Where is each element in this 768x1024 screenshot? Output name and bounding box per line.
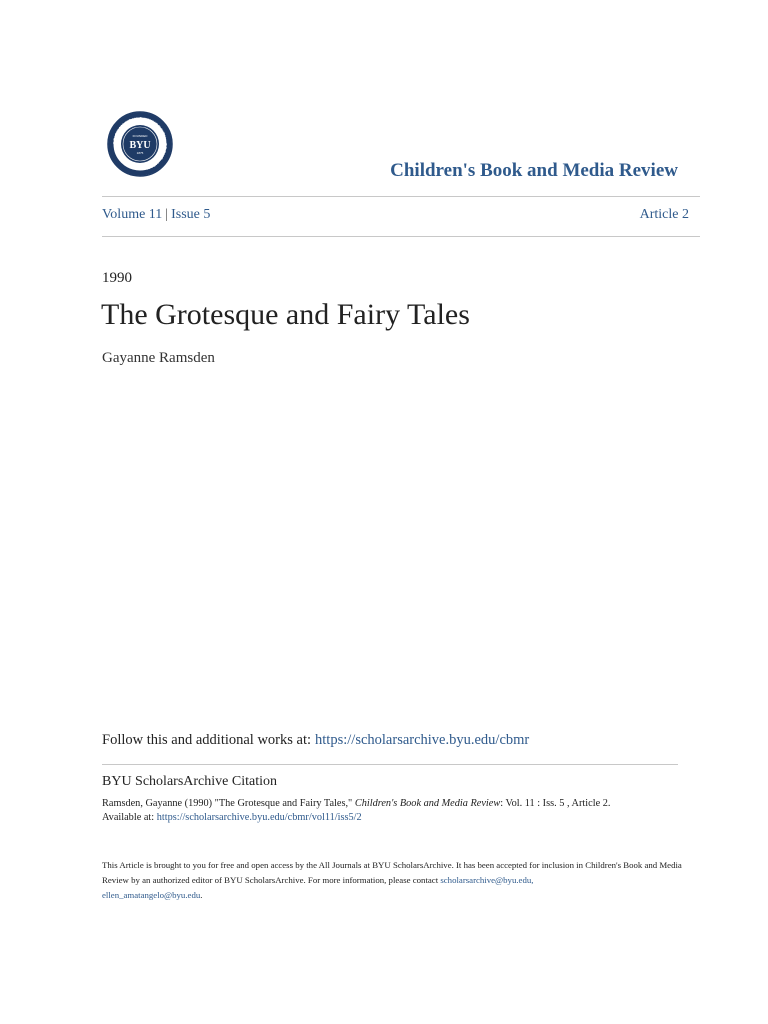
availability-text: This Article is brought to you for free and open access by the All Journals at BYU ScholarsArchive. It has been accepted for inclusion in Children's Book and Media Review by an authorized editor of BYU ScholarsArchive. For more information, please contact — [102, 860, 682, 885]
citation-prefix: Ramsden, Gayanne (1990) "The Grotesque and Fairy Tales," — [102, 798, 355, 809]
volume-issue-line — [102, 207, 210, 223]
article-link[interactable]: Article 2 — [639, 207, 689, 222]
seal-year-text: 1875 — [136, 151, 144, 155]
contact-email-link-1[interactable]: scholarsarchive@byu.edu, — [440, 875, 534, 885]
article-title: The Grotesque and Fairy Tales — [101, 298, 470, 331]
citation-divider — [102, 764, 678, 765]
available-label: Available at: — [102, 812, 157, 823]
volume-link[interactable]: Volume 11 — [102, 207, 163, 222]
volume-issue-separator: | — [165, 207, 169, 222]
citation-suffix: : Vol. 11 : Iss. 5 , Article 2. — [500, 798, 611, 809]
issue-link[interactable]: Issue 5 — [171, 207, 211, 222]
header-divider-top — [102, 196, 700, 197]
follow-url-link[interactable]: https://scholarsarchive.byu.edu/cbmr — [315, 732, 530, 748]
follow-line — [102, 732, 529, 749]
seal-ring-text: BRIGHAM YOUNG UNIVERSITY · PROVO, UTAH · — [111, 115, 169, 172]
publication-year: 1990 — [102, 270, 132, 286]
byu-seal-graphic — [107, 111, 173, 177]
availability-end: . — [200, 890, 203, 900]
seal-founded-text: FOUNDED — [132, 134, 148, 138]
seal-center-text: BYU — [129, 140, 151, 151]
availability-statement — [102, 858, 682, 903]
author-name: Gayanne Ramsden — [102, 350, 215, 366]
available-url-link[interactable]: https://scholarsarchive.byu.edu/cbmr/vol11/iss5/2 — [156, 812, 362, 823]
follow-label: Follow this and additional works at: — [102, 732, 312, 748]
byu-seal-logo — [107, 111, 173, 177]
journal-title: Children's Book and Media Review — [390, 160, 678, 181]
header-divider-bottom — [102, 236, 700, 237]
citation-journal: Children's Book and Media Review — [354, 798, 501, 809]
citation-heading: BYU ScholarsArchive Citation — [102, 774, 277, 789]
contact-email-link-2[interactable]: ellen_amatangelo@byu.edu — [102, 890, 201, 900]
citation-text — [102, 797, 682, 825]
